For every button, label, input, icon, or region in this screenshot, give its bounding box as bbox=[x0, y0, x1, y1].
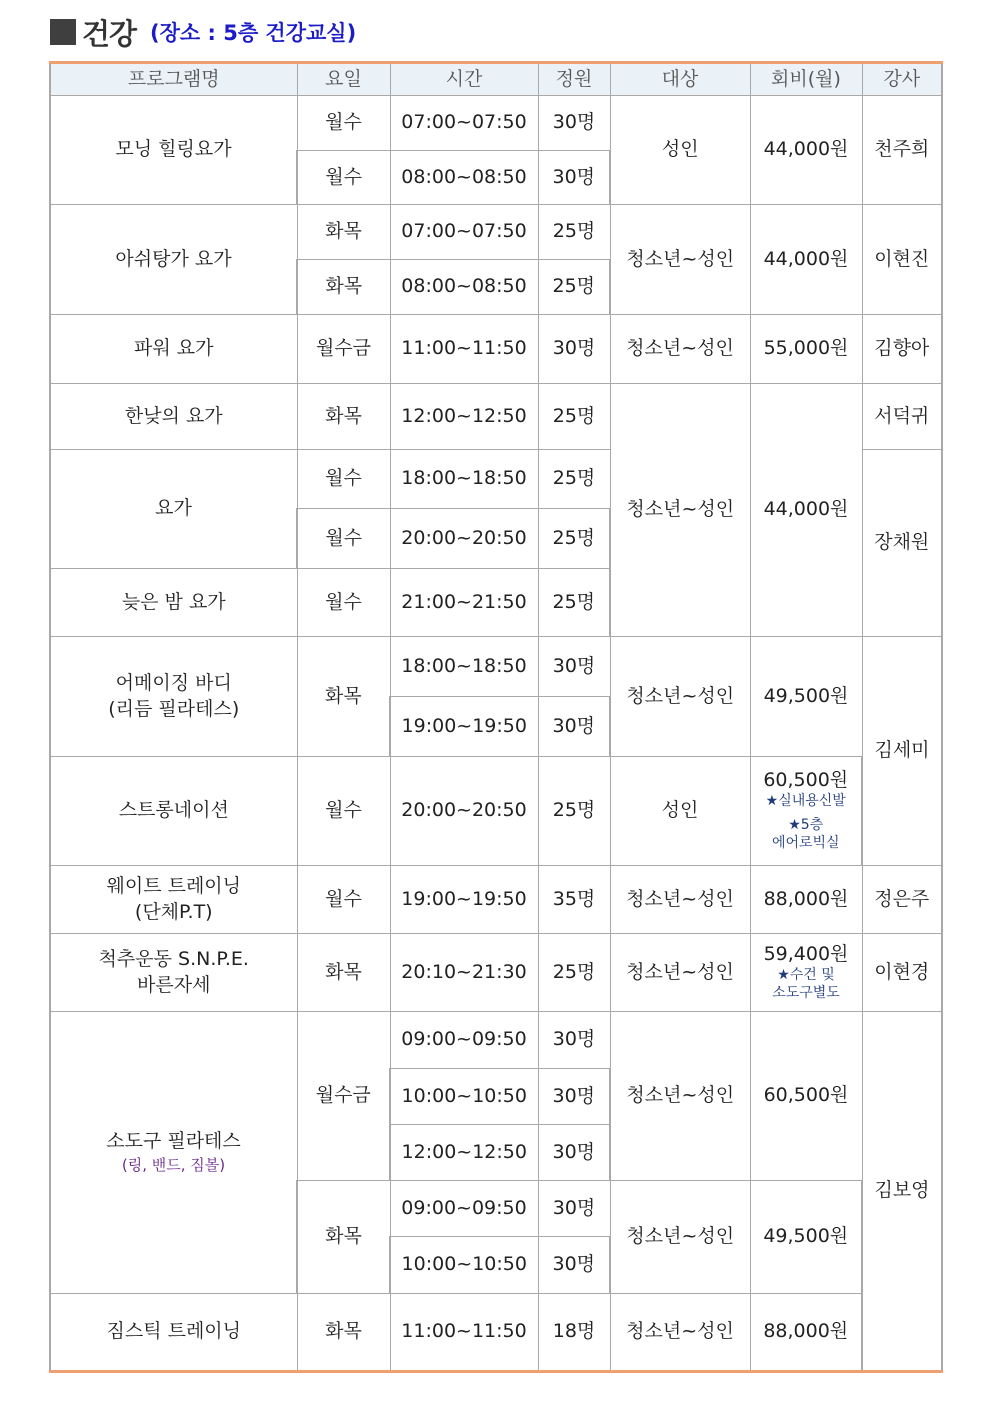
table-row bbox=[50, 637, 942, 697]
day: 화목 bbox=[297, 637, 390, 757]
target: 청소년~성인 bbox=[610, 934, 750, 1012]
table-row bbox=[50, 315, 942, 384]
target: 청소년~성인 bbox=[610, 1181, 750, 1294]
fee: 49,500원 bbox=[750, 637, 862, 757]
program-name-line2: (리듬 필라테스) bbox=[108, 697, 240, 720]
teacher: 이현진 bbox=[862, 205, 942, 315]
program-name-line1: 척추운동 S.N.P.E. bbox=[98, 947, 249, 970]
target: 청소년~성인 bbox=[610, 637, 750, 757]
program-name bbox=[50, 934, 297, 1012]
program-name: 아쉬탕가 요가 bbox=[50, 205, 297, 315]
capacity: 35명 bbox=[538, 866, 610, 934]
teacher: 정은주 bbox=[862, 866, 942, 934]
capacity: 25명 bbox=[538, 757, 610, 866]
time: 08:00~08:50 bbox=[390, 260, 538, 315]
day: 월수 bbox=[297, 509, 390, 569]
time: 12:00~12:50 bbox=[390, 384, 538, 450]
capacity: 30명 bbox=[538, 1125, 610, 1181]
time: 18:00~18:50 bbox=[390, 637, 538, 697]
teacher: 김향아 bbox=[862, 315, 942, 384]
table-header-row bbox=[50, 63, 942, 96]
fee: 49,500원 bbox=[750, 1181, 862, 1294]
capacity: 25명 bbox=[538, 509, 610, 569]
day: 월수 bbox=[297, 757, 390, 866]
program-name bbox=[50, 1012, 297, 1294]
capacity: 25명 bbox=[538, 260, 610, 315]
program-name-line2: 바른자세 bbox=[137, 973, 211, 996]
time: 21:00~21:50 bbox=[390, 569, 538, 637]
program-name-line1: 웨이트 트레이닝 bbox=[106, 874, 242, 897]
program-name: 파워 요가 bbox=[50, 315, 297, 384]
time: 09:00~09:50 bbox=[390, 1181, 538, 1237]
header-program: 프로그램명 bbox=[50, 63, 297, 96]
capacity: 30명 bbox=[538, 315, 610, 384]
target: 성인 bbox=[610, 757, 750, 866]
fee-note: 소도구별도 bbox=[772, 984, 840, 1001]
program-name-line2: (단체P.T) bbox=[134, 900, 213, 923]
fee: 44,000원 bbox=[750, 384, 862, 637]
capacity: 18명 bbox=[538, 1294, 610, 1372]
fee: 44,000원 bbox=[750, 205, 862, 315]
table-row bbox=[50, 757, 942, 866]
capacity: 30명 bbox=[538, 1069, 610, 1125]
header-time: 시간 bbox=[390, 63, 538, 96]
time: 20:10~21:30 bbox=[390, 934, 538, 1012]
capacity: 30명 bbox=[538, 1181, 610, 1237]
fee: 88,000원 bbox=[750, 1294, 862, 1372]
table-row bbox=[50, 934, 942, 1012]
day: 월수금 bbox=[297, 315, 390, 384]
section-title bbox=[50, 12, 356, 52]
teacher: 김보영 bbox=[862, 1012, 942, 1372]
fee: 60,500원 bbox=[750, 1012, 862, 1181]
fee-value: 59,400원 bbox=[763, 942, 849, 965]
program-name: 요가 bbox=[50, 450, 297, 569]
day: 월수 bbox=[297, 151, 390, 205]
day: 화목 bbox=[297, 260, 390, 315]
target: 성인 bbox=[610, 96, 750, 205]
target: 청소년~성인 bbox=[610, 315, 750, 384]
fee-note: ★실내용신발 bbox=[765, 793, 846, 810]
target: 청소년~성인 bbox=[610, 1294, 750, 1372]
time: 11:00~11:50 bbox=[390, 315, 538, 384]
day: 월수 bbox=[297, 866, 390, 934]
capacity: 30명 bbox=[538, 697, 610, 757]
target: 청소년~성인 bbox=[610, 384, 750, 637]
target: 청소년~성인 bbox=[610, 866, 750, 934]
fee bbox=[750, 757, 862, 866]
program-name bbox=[50, 866, 297, 934]
day: 월수금 bbox=[297, 1012, 390, 1181]
time: 07:00~07:50 bbox=[390, 205, 538, 260]
time: 11:00~11:50 bbox=[390, 1294, 538, 1372]
capacity: 25명 bbox=[538, 205, 610, 260]
capacity: 30명 bbox=[538, 96, 610, 151]
header-fee: 회비(월) bbox=[750, 63, 862, 96]
capacity: 25명 bbox=[538, 569, 610, 637]
day: 화목 bbox=[297, 934, 390, 1012]
fee-note: ★5층 bbox=[788, 817, 824, 834]
fee: 88,000원 bbox=[750, 866, 862, 934]
table-row bbox=[50, 205, 942, 260]
schedule-table bbox=[49, 61, 943, 1373]
program-name-line1: 어메이징 바디 bbox=[115, 671, 232, 694]
program-name: 모닝 힐링요가 bbox=[50, 96, 297, 205]
fee: 55,000원 bbox=[750, 315, 862, 384]
capacity: 30명 bbox=[538, 151, 610, 205]
program-name: 스트롱네이션 bbox=[50, 757, 297, 866]
teacher: 이현경 bbox=[862, 934, 942, 1012]
time: 12:00~12:50 bbox=[390, 1125, 538, 1181]
header-capacity: 정원 bbox=[538, 63, 610, 96]
target: 청소년~성인 bbox=[610, 1012, 750, 1181]
capacity: 25명 bbox=[538, 934, 610, 1012]
time: 20:00~20:50 bbox=[390, 509, 538, 569]
fee bbox=[750, 934, 862, 1012]
header-day: 요일 bbox=[297, 63, 390, 96]
time: 19:00~19:50 bbox=[390, 866, 538, 934]
fee: 44,000원 bbox=[750, 96, 862, 205]
program-name bbox=[50, 637, 297, 757]
day: 화목 bbox=[297, 1181, 390, 1294]
program-name-line1: 소도구 필라테스 bbox=[106, 1130, 241, 1153]
teacher: 천주희 bbox=[862, 96, 942, 205]
table-row bbox=[50, 384, 942, 450]
time: 10:00~10:50 bbox=[390, 1069, 538, 1125]
program-name: 한낮의 요가 bbox=[50, 384, 297, 450]
time: 08:00~08:50 bbox=[390, 151, 538, 205]
fee-value: 60,500원 bbox=[763, 769, 849, 792]
day: 월수 bbox=[297, 569, 390, 637]
program-name: 짐스틱 트레이닝 bbox=[50, 1294, 297, 1372]
day: 화목 bbox=[297, 205, 390, 260]
capacity: 25명 bbox=[538, 450, 610, 509]
teacher: 장채원 bbox=[862, 450, 942, 637]
table-row bbox=[50, 1012, 942, 1069]
day: 월수 bbox=[297, 450, 390, 509]
table-row bbox=[50, 1294, 942, 1372]
section-location: (장소 : 5층 건강교실) bbox=[150, 21, 357, 45]
time: 09:00~09:50 bbox=[390, 1012, 538, 1069]
time: 19:00~19:50 bbox=[390, 697, 538, 757]
time: 10:00~10:50 bbox=[390, 1237, 538, 1294]
header-target: 대상 bbox=[610, 63, 750, 96]
day: 화목 bbox=[297, 384, 390, 450]
teacher: 김세미 bbox=[862, 637, 942, 866]
capacity: 30명 bbox=[538, 1012, 610, 1069]
square-bullet-icon bbox=[50, 19, 76, 45]
table-row bbox=[50, 866, 942, 934]
fee-note: 에어로빅실 bbox=[771, 835, 840, 852]
day: 화목 bbox=[297, 1294, 390, 1372]
section-title-main: 건강 bbox=[82, 16, 137, 51]
day: 월수 bbox=[297, 96, 390, 151]
capacity: 25명 bbox=[538, 384, 610, 450]
program-subtitle: (링, 밴드, 짐볼) bbox=[121, 1156, 226, 1174]
header-teacher: 강사 bbox=[862, 63, 942, 96]
time: 07:00~07:50 bbox=[390, 96, 538, 151]
time: 18:00~18:50 bbox=[390, 450, 538, 509]
capacity: 30명 bbox=[538, 1237, 610, 1294]
capacity: 30명 bbox=[538, 637, 610, 697]
target: 청소년~성인 bbox=[610, 205, 750, 315]
teacher: 서덕귀 bbox=[862, 384, 942, 450]
program-name: 늦은 밤 요가 bbox=[50, 569, 297, 637]
fee-note: ★수건 및 bbox=[777, 966, 835, 983]
time: 20:00~20:50 bbox=[390, 757, 538, 866]
table-row bbox=[50, 96, 942, 151]
